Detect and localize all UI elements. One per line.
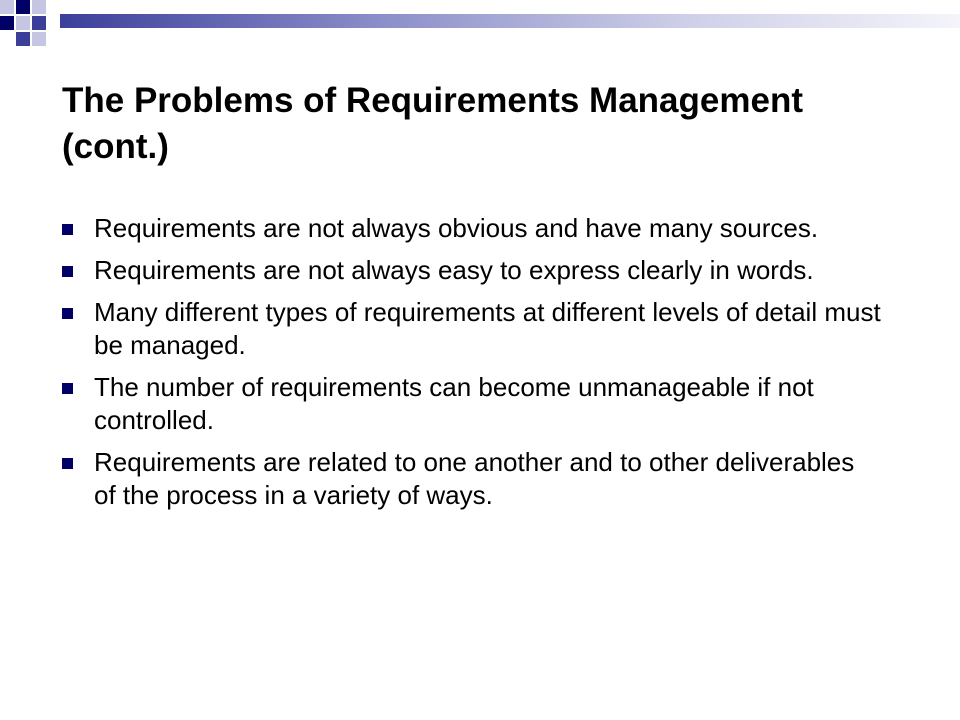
square-bullet-icon [62, 224, 73, 235]
square-bullet-icon [62, 458, 73, 469]
bullet-text: Requirements are not always obvious and have many sources. [94, 213, 819, 243]
list-item [62, 371, 882, 437]
square-bullet-icon [62, 266, 73, 277]
square-bullet-icon [62, 308, 73, 319]
bullet-list [62, 212, 882, 521]
list-item [62, 446, 882, 512]
header-gradient-rule [60, 14, 960, 28]
bullet-text: Requirements are not always easy to express clearly in words. [94, 255, 814, 285]
square-pattern-decoration [0, 0, 90, 60]
bullet-text: Requirements are related to one another and to other deliverables of the process in a variety of ways. [94, 447, 855, 510]
list-item [62, 254, 882, 287]
bullet-text: The number of requirements can become unmanageable if not controlled. [94, 372, 814, 435]
bullet-text: Many different types of requirements at different levels of detail must be managed. [94, 297, 881, 360]
square-bullet-icon [62, 383, 73, 394]
list-item [62, 212, 882, 245]
list-item [62, 296, 882, 362]
slide-title: The Problems of Requirements Management (cont.) [62, 81, 803, 166]
